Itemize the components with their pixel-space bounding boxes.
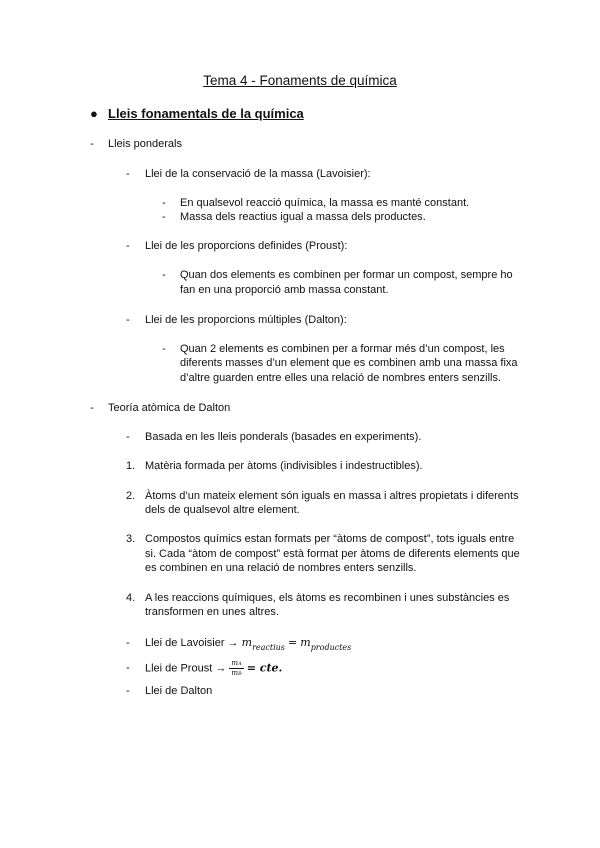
lavoisier-formula-label: Llei de Lavoisier → xyxy=(145,637,239,649)
list-item-dalton-law xyxy=(126,313,347,328)
list-item-basis xyxy=(126,430,421,445)
dash-marker: - xyxy=(126,637,130,649)
dalton-law-text: Quan 2 elements es combinen per a formar més d’un compost, les xyxy=(180,343,505,355)
dash-marker: - xyxy=(162,211,166,223)
list-item-ponderals xyxy=(90,137,182,152)
section-heading xyxy=(90,106,304,121)
dalton-law-text-cont: diferents masses d’un element que es combinen amb una massa fixa xyxy=(180,357,518,369)
dash-marker: - xyxy=(126,662,130,675)
productes-subscript: productes xyxy=(310,643,352,652)
lavoisier-point: Massa dels reactius igual a massa dels productes. xyxy=(180,211,426,223)
item-text-cont: transformen en unes altres. xyxy=(145,606,279,618)
lavoisier-point: En qualsevol reacció química, la massa es manté constant. xyxy=(180,197,470,209)
dash-marker: - xyxy=(162,343,166,355)
lavoisier-label: Llei de la conservació de la massa (Lavoisier): xyxy=(145,168,371,180)
dash-marker: - xyxy=(90,138,94,150)
list-item xyxy=(162,196,469,211)
section-heading-text: Lleis fonamentals de la química xyxy=(108,106,304,121)
dash-marker: - xyxy=(126,314,130,326)
item-number: 4. xyxy=(126,592,136,604)
item-number: 1. xyxy=(126,460,136,472)
proust-formula-label: Llei de Proust → xyxy=(145,662,227,675)
mass-symbol: m xyxy=(300,636,311,649)
item-text: Compostos químics estan formats per “àtoms de compost”, tots iguals entre xyxy=(145,533,515,545)
dash-marker: - xyxy=(90,402,94,414)
list-item-proust xyxy=(126,239,347,254)
frac-numerator: m xyxy=(231,659,239,667)
dash-marker: - xyxy=(126,168,130,180)
page-title: Tema 4 - Fonaments de química xyxy=(203,73,397,88)
mass-symbol: m xyxy=(241,636,253,649)
item-text-cont: es combinen en una relació de nombres enters senzills. xyxy=(145,562,417,574)
frac-denominator: m xyxy=(231,669,238,677)
item-number: 2. xyxy=(126,490,136,502)
frac-denominator-sub: B xyxy=(238,671,242,677)
dash-marker: - xyxy=(126,431,130,443)
item-text: A les reaccions químiques, els àtoms es recombinen i unes substàncies es xyxy=(145,592,510,604)
dalton-theory-label: Teoría atòmica de Dalton xyxy=(108,402,231,414)
list-item xyxy=(162,210,426,225)
bullet-icon: ● xyxy=(90,106,98,121)
numbered-item-4 xyxy=(126,591,509,606)
dash-marker: - xyxy=(126,685,130,697)
dalton-basis: Basada en les lleis ponderals (basades en experiments). xyxy=(145,431,422,443)
list-item-dalton-theory xyxy=(90,401,230,416)
dalton-law-label: Llei de les proporcions múltiples (Dalton): xyxy=(145,314,347,326)
numbered-item-1 xyxy=(126,459,423,474)
dash-marker: - xyxy=(162,197,166,209)
list-item-lavoisier xyxy=(126,167,371,182)
numbered-item-3 xyxy=(126,532,514,547)
item-text: Àtoms d’un mateix element són iguals en massa i altres propietats i diferents xyxy=(145,490,519,502)
proust-text: Quan dos elements es combinen per formar un compost, sempre ho xyxy=(180,269,513,281)
ponderals-label: Lleis ponderals xyxy=(108,138,182,150)
list-item xyxy=(162,342,505,357)
equals-sign: = xyxy=(287,636,298,649)
item-text-cont: si. Cada “àtom de compost” està format per àtoms de diferents elements que xyxy=(145,548,520,560)
numbered-item-2 xyxy=(126,489,519,504)
dash-marker: - xyxy=(126,240,130,252)
item-text-cont: dels de qualsevol altre element. xyxy=(145,504,300,516)
formula-dalton xyxy=(126,684,212,699)
item-number: 3. xyxy=(126,533,136,545)
dalton-law-text-cont: d’altre guarden entre elles una relació de nombres enters senzills. xyxy=(180,372,502,384)
proust-label: Llei de les proporcions definides (Proust): xyxy=(145,240,348,252)
frac-numerator-sub: A xyxy=(238,661,242,667)
formula-lavoisier xyxy=(126,635,351,655)
mass-ratio-fraction xyxy=(229,659,243,678)
item-text: Matèria formada per àtoms (indivisibles i indestructibles). xyxy=(145,460,423,472)
list-item xyxy=(162,268,513,283)
proust-text-cont: fan en una proporció amb massa constant. xyxy=(180,284,389,296)
dalton-formula-label: Llei de Dalton xyxy=(145,685,213,697)
reactius-subscript: reactius xyxy=(252,643,285,652)
dash-marker: - xyxy=(162,269,166,281)
cte-text: = cte. xyxy=(246,661,283,675)
formula-proust xyxy=(126,659,282,678)
